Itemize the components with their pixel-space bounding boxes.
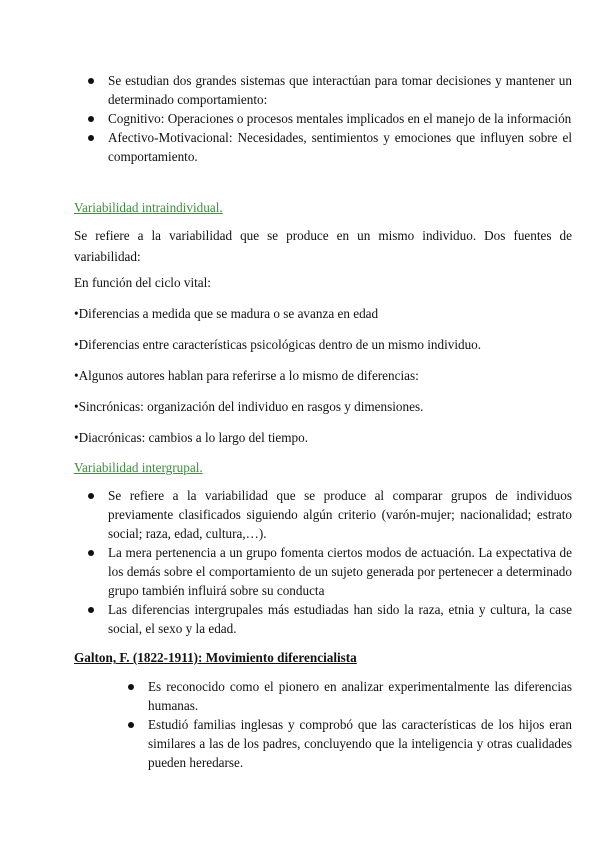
list-item: Se refiere a la variabilidad que se produce al comparar grupos de individuos previamente clasificados siguiendo algún criterio (varón-mujer; nacionalidad; estrato social; raza, edad, cultura,…). xyxy=(74,486,572,543)
intra-line: •Sincrónicas: organización del individuo en rasgos y dimensiones. xyxy=(74,399,424,414)
inter-bullets xyxy=(74,486,572,638)
intra-line: •Diacrónicas: cambios a lo largo del tiempo. xyxy=(74,430,308,445)
bullet-icon xyxy=(128,684,134,690)
intra-line: •Algunos autores hablan para referirse a lo mismo de diferencias: xyxy=(74,368,419,383)
bullet-icon xyxy=(88,493,94,499)
list-item: Estudió familias inglesas y comprobó que las características de los hijos eran similares a las de los padres, concluyendo que la inteligencia y otras cualidades pueden heredarse. xyxy=(114,715,572,772)
intra-line: •Diferencias entre características psicológicas dentro de un mismo individuo. xyxy=(74,337,482,352)
section1-bullets xyxy=(74,71,572,166)
list-item: Es reconocido como el pionero en analizar experimentalmente las diferencias humanas. xyxy=(114,677,572,715)
intra-line: En función del ciclo vital: xyxy=(74,275,211,290)
list-item: Las diferencias intergrupales más estudiadas han sido la raza, etnia y cultura, la case social, el sexo y la edad. xyxy=(74,600,572,638)
bullet-icon xyxy=(88,78,94,84)
list-item: La mera pertenencia a un grupo fomenta ciertos modos de actuación. La expectativa de los demás sobre el comportamiento de un sujeto generada por pertenecer a determinado grupo también influirá sobre su conducta xyxy=(74,543,572,600)
intra-line: •Diferencias a medida que se madura o se avanza en edad xyxy=(74,306,379,321)
galton-heading: Galton, F. (1822-1911): Movimiento diferencialista xyxy=(74,650,357,665)
bullet-icon xyxy=(88,550,94,556)
intra-intro: Se refiere a la variabilidad que se produce en un mismo individuo. Dos fuentes de variabilidad: xyxy=(74,228,572,264)
list-item: Afectivo-Motivacional: Necesidades, sentimientos y emociones que influyen sobre el comportamiento. xyxy=(74,128,572,166)
inter-heading: Variabilidad intergrupal. xyxy=(74,460,203,475)
bullet-icon xyxy=(88,607,94,613)
list-item: Se estudian dos grandes sistemas que interactúan para tomar decisiones y mantener un determinado comportamiento: xyxy=(74,71,572,109)
galton-bullets xyxy=(114,677,572,772)
bullet-icon xyxy=(128,722,134,728)
bullet-icon xyxy=(88,116,94,122)
list-item: Cognitivo: Operaciones o procesos mentales implicados en el manejo de la información xyxy=(74,109,572,128)
intra-heading: Variabilidad intraindividual. xyxy=(74,200,223,215)
bullet-icon xyxy=(88,135,94,141)
